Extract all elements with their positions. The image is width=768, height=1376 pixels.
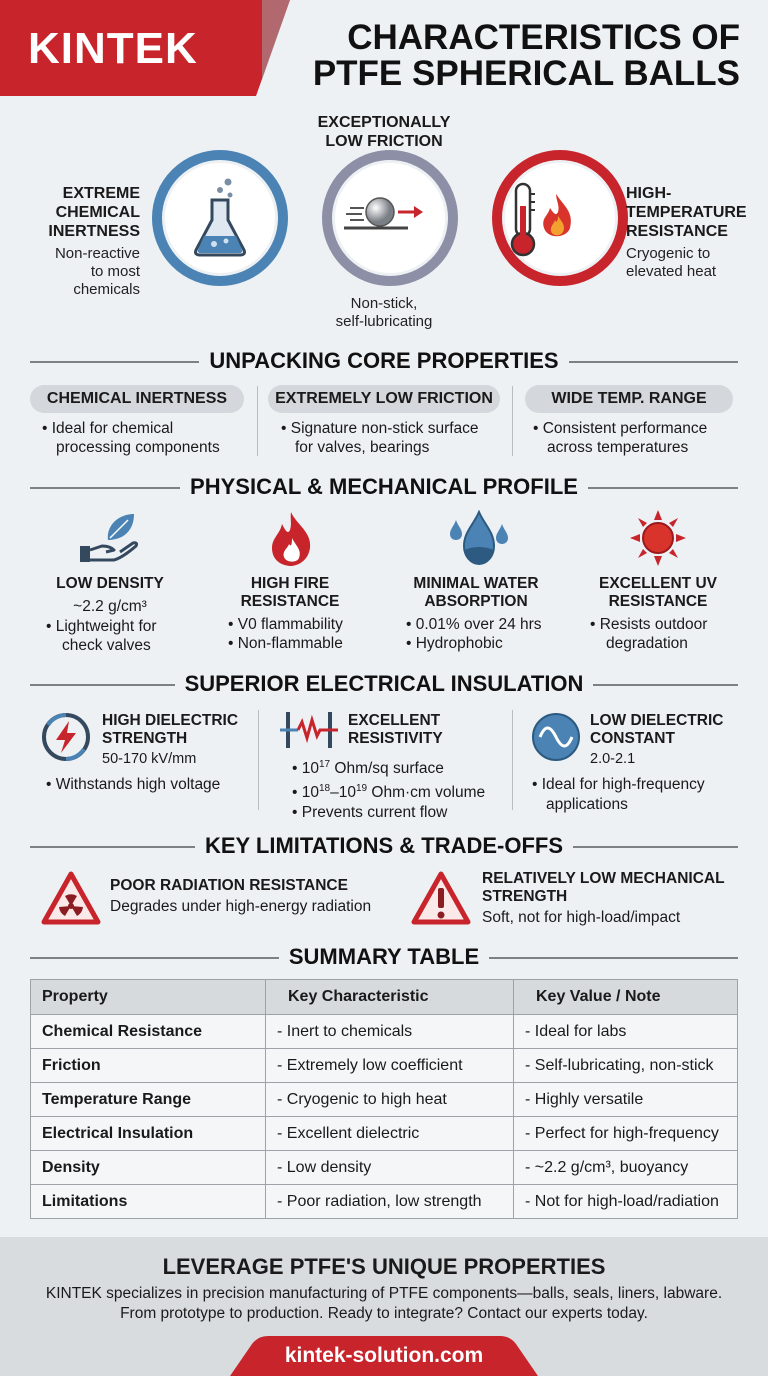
- table-cell: - Excellent dielectric: [266, 1117, 514, 1151]
- pill-temp-range: WIDE TEMP. RANGE: [525, 385, 733, 413]
- table-cell: - ~2.2 g/cm³, buoyancy: [514, 1151, 738, 1185]
- core-heading: UNPACKING CORE PROPERTIES: [199, 348, 568, 373]
- table-cell: Friction: [31, 1049, 266, 1083]
- physical-density-title: LOW DENSITY: [56, 575, 164, 592]
- core-temp-text: • Consistent performance across temperatures: [533, 420, 708, 456]
- water-drops-icon: [446, 510, 512, 568]
- table-cell: - Highly versatile: [514, 1083, 738, 1117]
- table-cell: - Perfect for high-frequency: [514, 1117, 738, 1151]
- electrical-constant-text: • Ideal for high-frequency applications: [532, 776, 705, 813]
- sun-icon: [630, 510, 686, 566]
- physical-density-value: ~2.2 g/cm³: [73, 598, 147, 615]
- table-row: [31, 1185, 738, 1219]
- column-divider: [257, 386, 258, 456]
- limit-mechanical-title: RELATIVELY LOW MECHANICAL STRENGTH: [482, 870, 725, 905]
- electrical-heading-wrap: [0, 671, 768, 697]
- page-title: CHARACTERISTICS OF PTFE SPHERICAL BALLS: [312, 18, 740, 93]
- table-row: [31, 1117, 738, 1151]
- table-cell: Limitations: [31, 1185, 266, 1219]
- lightning-circle-icon: [40, 711, 92, 763]
- physical-water-title: MINIMAL WATER ABSORPTION: [413, 575, 539, 610]
- hero-chemical-desc: Non-reactive to most chemicals: [54, 245, 140, 298]
- table-cell: - Extremely low coefficient: [266, 1049, 514, 1083]
- physical-heading: PHYSICAL & MECHANICAL PROFILE: [180, 474, 588, 499]
- hero-friction-label: EXCEPTIONALLY LOW FRICTION: [317, 114, 451, 150]
- hero-temperature-label: HIGH- TEMPERATURE RESISTANCE: [626, 185, 747, 240]
- table-header: Key Value / Note: [514, 980, 738, 1015]
- limits-heading-wrap: [0, 833, 768, 859]
- table-cell: - Poor radiation, low strength: [266, 1185, 514, 1219]
- physical-uv-title: EXCELLENT UV RESISTANCE: [599, 575, 717, 610]
- column-divider: [512, 386, 513, 456]
- table-cell: Temperature Range: [31, 1083, 266, 1117]
- table-header: Key Characteristic: [266, 980, 514, 1015]
- flask-icon: [190, 178, 250, 258]
- electrical-resistivity-title: EXCELLENT RESISTIVITY: [348, 712, 443, 747]
- brand-logo[interactable]: KINTEK: [28, 24, 198, 73]
- limit-radiation-desc: Degrades under high-energy radiation: [110, 898, 372, 915]
- pill-low-friction: EXTREMELY LOW FRICTION: [268, 385, 500, 413]
- limits-heading: KEY LIMITATIONS & TRADE-OFFS: [195, 833, 573, 858]
- table-header-row: [31, 980, 738, 1015]
- column-divider: [512, 710, 513, 810]
- physical-heading-wrap: [0, 474, 768, 500]
- summary-heading-wrap: [0, 944, 768, 970]
- cta-body: KINTEK specializes in precision manufacturing of PTFE components—balls, seals, liners, labware. From prototype to production. Ready to integrate? Contact our experts today.: [45, 1285, 723, 1322]
- table-row: [31, 1049, 738, 1083]
- electrical-heading: SUPERIOR ELECTRICAL INSULATION: [175, 671, 594, 696]
- sine-wave-icon: [530, 711, 582, 763]
- electrical-constant-title: LOW DIELECTRIC CONSTANT: [590, 712, 724, 747]
- core-chemical-text: • Ideal for chemical processing components: [42, 420, 220, 456]
- leaf-hand-icon: [78, 510, 140, 566]
- limit-radiation-title: POOR RADIATION RESISTANCE: [110, 877, 348, 894]
- column-divider: [258, 710, 259, 810]
- cta-title: LEVERAGE PTFE'S UNIQUE PROPERTIES: [162, 1254, 606, 1279]
- table-cell: - Inert to chemicals: [266, 1015, 514, 1049]
- table-row: [31, 1151, 738, 1185]
- summary-table: [30, 979, 738, 1219]
- rolling-ball-icon: [344, 190, 424, 240]
- electrical-resistivity-text: • $10^{17}$ Ohm/sq surface • $10^{18}-10^{19}$ Ohm·cm volume • Prevents current flow: [292, 759, 486, 822]
- website-link[interactable]: kintek-solution.com: [284, 1344, 484, 1367]
- electrical-dielectric-value: 50-170 kV/mm: [102, 751, 197, 767]
- flame-icon: [266, 510, 316, 568]
- physical-fire-text: • V0 flammability • Non-flammable: [228, 616, 343, 652]
- physical-fire-title: HIGH FIRE RESISTANCE: [240, 575, 340, 610]
- radiation-warning-icon: [40, 870, 102, 926]
- physical-density-text: • Lightweight for check valves: [46, 618, 157, 654]
- table-cell: - Not for high-load/radiation: [514, 1185, 738, 1219]
- table-header: Property: [31, 980, 266, 1015]
- table-cell: Chemical Resistance: [31, 1015, 266, 1049]
- table-row: [31, 1015, 738, 1049]
- physical-water-text: • 0.01% over 24 hrs • Hydrophobic: [406, 616, 542, 652]
- table-cell: - Self-lubricating, non-stick: [514, 1049, 738, 1083]
- table-cell: - Low density: [266, 1151, 514, 1185]
- resistor-icon: [280, 710, 338, 750]
- table-cell: Electrical Insulation: [31, 1117, 266, 1151]
- table-cell: Density: [31, 1151, 266, 1185]
- table-row: [31, 1083, 738, 1117]
- electrical-dielectric-title: HIGH DIELECTRIC STRENGTH: [102, 712, 239, 747]
- summary-heading: SUMMARY TABLE: [279, 944, 489, 969]
- limit-mechanical-desc: Soft, not for high-load/impact: [482, 909, 681, 926]
- electrical-constant-value: 2.0-2.1: [590, 751, 636, 767]
- table-cell: - Cryogenic to high heat: [266, 1083, 514, 1117]
- table-cell: - Ideal for labs: [514, 1015, 738, 1049]
- warning-icon: [410, 870, 472, 926]
- electrical-dielectric-text: • Withstands high voltage: [46, 776, 221, 793]
- core-friction-text: • Signature non-stick surface for valves, bearings: [281, 420, 479, 456]
- thermometer-flame-icon: [508, 182, 578, 258]
- core-heading-wrap: [0, 348, 768, 374]
- hero-chemical-label: EXTREME CHEMICAL INERTNESS: [48, 185, 140, 240]
- hero-friction-desc: Non-stick, self-lubricating: [335, 295, 433, 330]
- physical-uv-text: • Resists outdoor degradation: [590, 616, 708, 652]
- hero-temperature-desc: Cryogenic to elevated heat: [626, 245, 717, 280]
- pill-chemical-inertness: CHEMICAL INERTNESS: [30, 385, 244, 413]
